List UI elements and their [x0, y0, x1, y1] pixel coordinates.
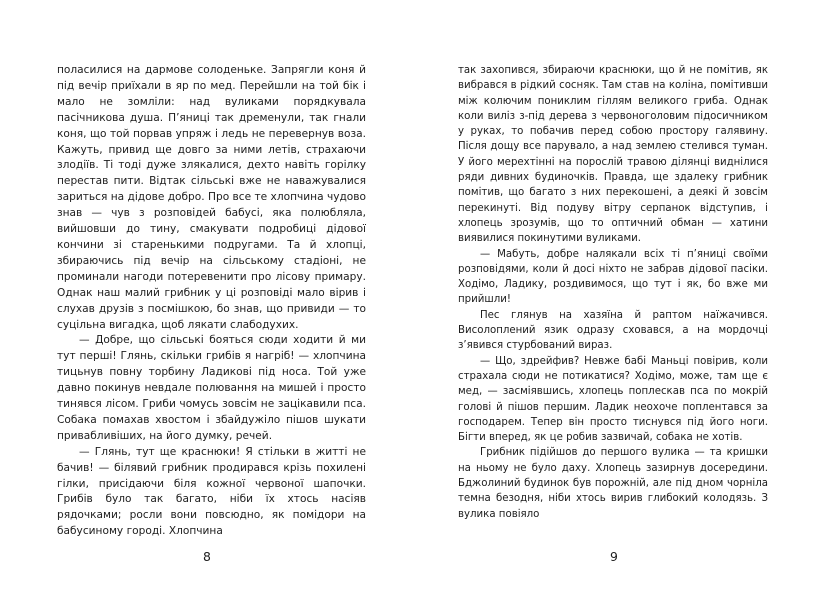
paragraph: поласилися на дармове солоденьке. Запрягли коня й під вечір приїхали в яр по мед. Перейшли на той бік і мало не зомліли: над вуликами порядкувала пасічникова душа. П’яниці так дременули, так гнали коня, що той порвав упряж і ледь не перевернув воза. Кажуть, привид ще довго за ними летів, страхаючи злодіїв. Ті тоді дуже злякалися, дехто навіть горілку перестав пити. Відтак сільські вже не наважувалися зариться на дідове добро. Про все те хлопчина чудово знав — чув з розповідей бабусі, яка полюбляла, вийшовши до тину, смакувати подробиці дідової кончини зі старенькими подругами. Та й хлопці, збираючись під вечір на сільському стадіоні, не проминали нагоди потеревенити про лісову примару. Однак наш малий грибник у ці розповіді мало вірив і слухав друзів з посмішкою, бо знав, що привиди — то суцільна вигадка, щоб лякати слабодухих. — [57, 64, 366, 331]
right-page-text — [458, 63, 768, 522]
right-page — [414, 0, 828, 600]
paragraph: — Що, здрейфив? Невже бабі Маньці повірив, коли страхала сюди не потикатися? Ходімо, може, там ще є мед, — засміявшись, хлопець поплескав пса по мокрій голові й пішов першим. Ладик неохоче поплентався за господарем. Тепер він просто тиснувся під його ноги. Бігти вперед, як це робив зазвичай, собака не хотів. — [458, 355, 768, 444]
paragraph: Грибник підійшов до першого вулика — та кришки на ньому не було даху. Хлопець зазирнув досередини. Бджолиний будинок був порожній, але під дном чорніла темна безодня, ніби хтось вирив глибокий колодязь. З вулика повіяло — [458, 447, 768, 520]
page-number: 8 — [203, 549, 211, 564]
paragraph: — Добре, що сільські бояться сюди ходити й ми тут перші! Глянь, скільки грибів я нагріб! — хлопчина тицьнув повну торбину Ладикові під носа. Той уже давно покинув невдале полювання на мишей і просто тинявся лісом. Гриби чомусь зовсім не зацікавили пса. Собака помахав хвостом і збайдужіло пішов шукати привабливіших, на його думку, речей. — [57, 334, 366, 442]
paragraph: так захопився, збираючи краснюки, що й не помітив, як вибрався в рідкий сосняк. Там став на коліна, помітивши між колючим пониклим гіллям великого гриба. Однак коли виліз з-під дерева з червоноголовим підосичником у руках, то побачив перед собою простору галявину. Після дощу все парувало, а над землею стелився туман. У його мерехтінні на порослій травою ділянці виднілися ряди дивних будиночків. Правда, ще здалеку грибник помітив, що багато з них перекошені, а деякі й зовсім перекинуті. Від подуву вітру серпанок відступив, і хлопець зрозумів, що то оптичний обман — хатини виявилися покинутими вуликами. — [458, 65, 768, 245]
page-number: 9 — [610, 549, 618, 564]
paragraph: — Мабуть, добре налякали всіх ті п’яниці своїми розповідями, коли й досі ніхто не забрав дідової пасіки. Ходімо, Ладику, роздивимося, що тут і як, бо вже ми прийшли! — [458, 248, 768, 306]
paragraph: — Глянь, тут ще краснюки! Я стільки в житті не бачив! — білявий грибник продирався крізь похилені гілки, присідаючи біля кожної червоної шапочки. Грибів було так багато, ніби їх хтось насіяв рядочками; росли вони повсюдно, як помідори на бабусиному городі. Хлопчина — [57, 445, 366, 538]
left-page-text — [57, 63, 366, 540]
paragraph: Пес глянув на хазяїна й раптом наїжачився. Висолоплений язик одразу сховався, а на мордочці з’явився стурбований вираз. — [458, 309, 768, 352]
